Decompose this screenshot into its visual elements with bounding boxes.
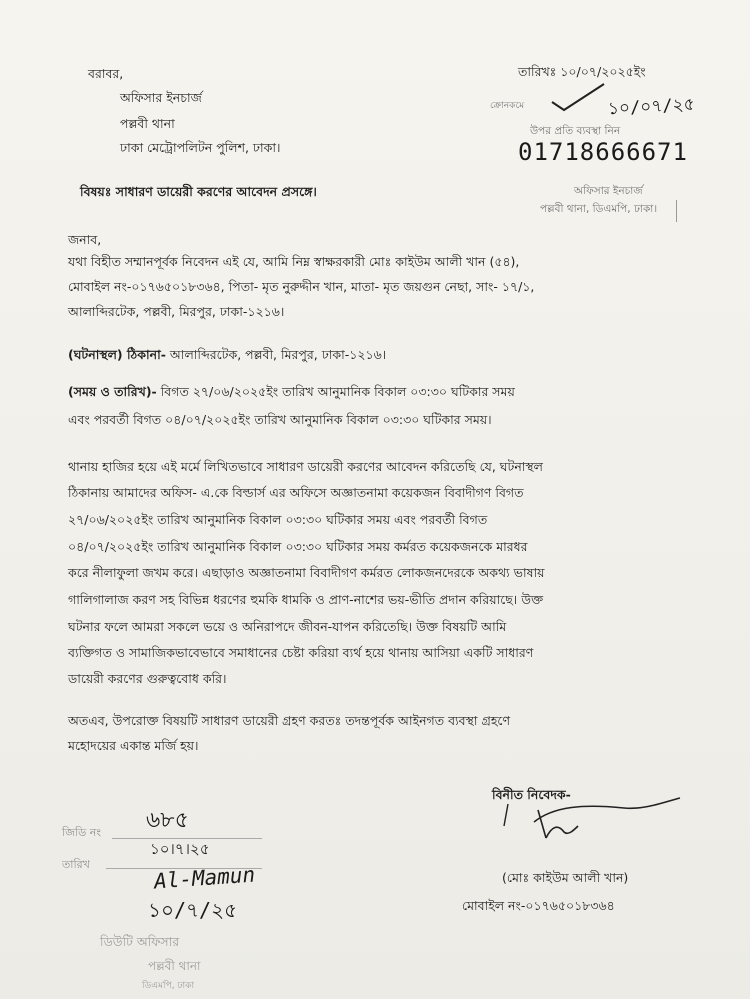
duty-officer-signature: Al-Mamun — [153, 862, 256, 894]
main-line-1: থানায় হাজির হয়ে এই মর্মে লিখিতভাবে সাধারণ ডায়েরী করণের আবেদন করিতেছি যে, ঘটনাস্থল — [68, 459, 543, 474]
received-stamp-label: ক্রোনকমে — [490, 101, 525, 111]
signatory-name: (মোঃ কাইউম আলী খান) — [502, 870, 629, 885]
gd-number-handwritten: ৬৮৫ — [146, 808, 189, 833]
duty-officer-station: পল্লবী থানা — [148, 959, 201, 973]
stamp-officer: অফিসার ইনচার্জ — [574, 185, 643, 197]
recipient-police: ঢাকা মেট্রোপলিটন পুলিশ, ঢাকা। — [120, 140, 281, 155]
letter-date: তারিখঃ ১০/০৭/২০২৫ইং — [518, 64, 646, 79]
main-line-8: ব্যক্তিগত ও সামাজিকভাবেভাবে সমাধানের চেষ্টা করিয়া ব্যর্থ হয়ে থানায় আসিয়া একটি সাধারণ — [68, 645, 534, 660]
closing-line-2: মহোদয়ের একান্ত মর্জি হয়। — [68, 738, 199, 753]
signatory-mobile: মোবাইল নং-০১৭৬৫০১৮৩৬৪ — [462, 898, 615, 913]
main-line-7: ঘটনার ফলে আমরা সকলে ভয়ে ও অনিরাপদে জীবন-যাপন করিতেছি। উক্ত বিষয়টি আমি — [68, 619, 507, 634]
time-value-1: বিগত ২৭/০৬/২০২৫ইং তারিখ আনুমানিক বিকাল ০৩:৩০ ঘটিকার সময় — [156, 384, 515, 399]
gd-date-handwritten: ১০।৭।২৫ — [150, 840, 210, 858]
recipient-to: বরাবর, — [88, 66, 124, 81]
checkmark-icon — [548, 80, 608, 114]
main-line-2: ঠিকানায় আমাদের অফিস- এ.কে বিল্ডার্স এর অফিসে অজ্ঞাতনামা কয়েকজন বিবাদীগণ বিগত — [68, 485, 524, 500]
gd-number-label: জিডি নং — [62, 826, 102, 839]
main-line-3: ২৭/০৬/২০২৫ইং তারিখ আনুমানিক বিকাল ০৩:৩০ ঘটিকার সময় এবং পরবর্তী বিগত — [68, 512, 488, 527]
closing-line-1: অতএব, উপরোক্ত বিষয়টি সাধারণ ডায়েরী গ্রহণ করতঃ তদন্তপূর্বক আইনগত ব্যবস্থা গ্রহণে — [68, 713, 511, 728]
recipient-officer: অফিসার ইনচার্জ — [120, 90, 202, 105]
time-line-1 — [68, 384, 515, 400]
subject-line: বিষয়ঃ সাধারণ ডায়েরী করণের আবেদন প্রসঙ্গে। — [80, 184, 317, 199]
time-label: (সময় ও তারিখ)- — [68, 384, 157, 399]
location-line — [68, 347, 386, 363]
intro-line-1: যথা বিহীত সম্মানপূর্বক নিবেদন এই যে, আমি নিম্ন স্বাক্ষরকারী মোঃ কাইউম আলী খান (৫৪), — [68, 254, 520, 269]
intro-line-3: আলাব্দিরটেক, পল্লবী, মিরপুর, ঢাকা-১২১৬। — [68, 304, 285, 319]
applicant-signature-icon — [494, 796, 684, 846]
main-line-5: করে নীলাফুলা জখম করে। এছাড়াও অজ্ঞাতনামা বিবাদীগণ কর্মরত লোকজনদেরকে অকথ্য ভাষায় — [68, 565, 545, 580]
location-label: (ঘটনাস্থল) ঠিকানা- — [68, 347, 166, 362]
salutation: জনাব, — [68, 232, 102, 247]
stamp-divider — [676, 200, 677, 222]
time-line-2: এবং পরবর্তী বিগত ০৪/০৭/২০২৫ইং তারিখ আনুমানিক বিকাল ০৩:৩০ ঘটিকার সময়। — [68, 412, 492, 427]
intro-line-2: মোবাইল নং-০১৭৬৫০১৮৩৬৪, পিতা- মৃত নুরুদ্দীন খান, মাতা- মৃত জয়গুন নেছা, সাং- ১৭/১, — [68, 279, 535, 294]
main-line-9: ডায়েরী করণের গুরুত্ববোধ করি। — [68, 671, 227, 686]
gd-date-label: তারিখ — [62, 858, 90, 871]
signature-label: বিনীত নিবেদক- — [492, 787, 571, 802]
duty-officer-title: ডিউটি অফিসার — [100, 934, 180, 949]
received-date-handwritten: ১০/০৭/২৫ — [607, 94, 696, 120]
stamp-note: উপর প্রতি ব্যবস্থা নিন — [530, 125, 621, 137]
main-line-6: গালিগালাজ করণ সহ বিভিন্ন ধরণের হুমকি ধামকি ও প্রাণ-নাশের ভয়-ভীতি প্রদান করিয়াছে। উক্ত — [68, 592, 544, 607]
duty-officer-sign-date: ১০/৭/২৫ — [148, 898, 238, 922]
stamp-station: পল্লবী থানা, ডিএমপি, ঢাকা। — [540, 203, 658, 215]
phone-handwritten: 01718666671 — [518, 138, 688, 166]
location-value: আলাব্দিরটেক, পল্লবী, মিরপুর, ঢাকা-১২১৬। — [165, 347, 387, 362]
duty-officer-city: ডিএমপি, ঢাকা — [142, 981, 195, 991]
main-line-4: ০৪/০৭/২০২৫ইং তারিখ আনুমানিক বিকাল ০৩:৩০ ঘটিকার সময় কর্মরত কয়েকজনকে মারধর — [68, 539, 528, 554]
recipient-station: পল্লবী থানা — [120, 116, 175, 131]
